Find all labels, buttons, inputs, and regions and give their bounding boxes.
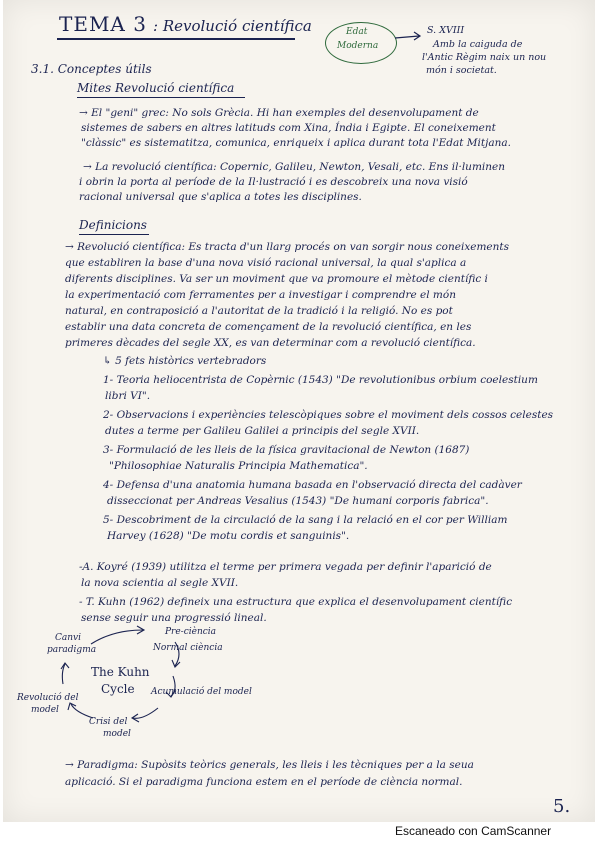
definicions-underline bbox=[79, 234, 149, 235]
canvi-label: Canvi bbox=[55, 633, 82, 643]
crisi-label: model bbox=[103, 729, 131, 739]
mites-line: racional universal que s'aplica a totes les disciplines. bbox=[79, 191, 362, 203]
definicio-line: que establiren la base d'una nova visió racional universal, la qual s'aplica a bbox=[65, 257, 467, 269]
kuhn-line: - T. Kuhn (1962) defineix una estructura que explica el desenvolupament científic bbox=[79, 596, 513, 608]
koyre-line: la nova scientia al segle XVII. bbox=[81, 577, 239, 589]
fets-line: Harvey (1628) "De motu cordis et sanguinis". bbox=[107, 530, 350, 542]
subsection-underline bbox=[77, 97, 245, 98]
fets-line: libri VI". bbox=[105, 390, 151, 402]
canvi-label: paradigma bbox=[47, 645, 97, 655]
kuhn-cycle-arrows bbox=[3, 620, 283, 750]
definicio-line: la experimentació com ferramentes per a investigar i comprendre el món bbox=[65, 289, 456, 301]
scanner-watermark: Escaneado con CamScanner bbox=[395, 824, 552, 838]
revolucio-label: Revolució del bbox=[17, 693, 79, 703]
subsection-heading: Mites Revolució científica bbox=[77, 81, 235, 95]
page-number: 5. bbox=[553, 796, 571, 817]
kuhn-cycle-title: Cycle bbox=[101, 682, 135, 696]
acumulacio-label: Acumulació del model bbox=[151, 687, 252, 697]
normal-ciencia-label: Normal ciència bbox=[153, 643, 223, 653]
mites-line: → El "geni" grec: No sols Grècia. Hi han exemples del desenvolupament de bbox=[79, 107, 479, 119]
definicio-line: → Revolució científica: Es tracta d'un llarg procés on van sorgir nous coneixements bbox=[65, 241, 509, 253]
fets-heading: ↳ 5 fets històrics vertebradors bbox=[103, 355, 267, 367]
arrow-icon bbox=[395, 30, 425, 42]
koyre-line: -A. Koyré (1939) utilitza el terme per primera vegada per definir l'aparició de bbox=[79, 561, 492, 573]
kuhn-cycle-title: The Kuhn bbox=[91, 665, 150, 679]
fets-line: 2- Observacions i experiències telescòpiques sobre el moviment dels cossos celestes bbox=[103, 409, 554, 421]
fets-line: 3- Formulació de les lleis de la física gravitacional de Newton (1687) bbox=[103, 444, 470, 456]
side-note-line-3: l'Antic Règim naix un nou bbox=[422, 52, 547, 63]
side-note-line-4: món i societat. bbox=[426, 65, 497, 76]
side-note-line-1: S. XVIII bbox=[427, 25, 465, 36]
definicions-heading: Definicions bbox=[79, 218, 147, 232]
notebook-page bbox=[3, 0, 595, 822]
definicio-line: primeres dècades del segle XX, es van determinar com a revolució científica. bbox=[65, 337, 476, 349]
fets-line: dutes a terme per Galileu Galilei a principis del segle XVII. bbox=[105, 425, 420, 437]
definicio-line: natural, en contraposició a l'autoritat de la tradició i la religió. No es pot bbox=[65, 305, 453, 317]
oval-line-1: Edat bbox=[346, 27, 368, 37]
oval-line-2: Moderna bbox=[337, 41, 379, 51]
revolucio-label: model bbox=[31, 705, 59, 715]
definicio-line: diferents disciplines. Va ser un moviment que va promoure el mètode científic i bbox=[65, 273, 488, 285]
fets-line: 4- Defensa d'una anatomia humana basada en l'observació directa del cadàver bbox=[103, 479, 522, 491]
fets-line: 5- Descobriment de la circulació de la sang i la relació en el cor per William bbox=[103, 514, 508, 526]
mites-line: sistemes de sabers en altres latituds com Xina, Índia i Egipte. El coneixement bbox=[81, 122, 496, 134]
crisi-label: Crisi del bbox=[89, 717, 128, 727]
fets-line: disseccionat per Andreas Vesalius (1543) "De humani corporis fabrica". bbox=[107, 495, 489, 507]
title-underline bbox=[57, 38, 295, 40]
paradigma-line: aplicació. Si el paradigma funciona estem en el període de ciència normal. bbox=[65, 776, 463, 788]
page-title: TEMA 3 bbox=[59, 12, 147, 36]
definicio-line: establir una data concreta de començament de la revolució científica, en les bbox=[65, 321, 472, 333]
side-note-line-2: Amb la caiguda de bbox=[433, 39, 523, 50]
fets-line: 1- Teoria heliocentrista de Copèrnic (1543) "De revolutionibus orbium coelestium bbox=[103, 374, 538, 386]
fets-line: "Philosophiae Naturalis Principia Mathematica". bbox=[109, 460, 368, 472]
mites-line: i obrin la porta al període de la Il·lustració i es descobreix una nova visió bbox=[79, 176, 468, 188]
mites-line: → La revolució científica: Copernic, Galileu, Newton, Vesali, etc. Ens il·luminen bbox=[83, 161, 505, 173]
section-heading: 3.1. Conceptes útils bbox=[31, 62, 152, 76]
kuhn-line: sense seguir una progressió lineal. bbox=[81, 612, 267, 624]
pre-ciencia-label: Pre-ciència bbox=[165, 627, 217, 637]
page-subtitle: : Revolució científica bbox=[153, 17, 312, 35]
mites-line: "clàssic" es sistematitza, comunica, enriqueix i aplica durant tota l'Edat Mitjana. bbox=[81, 137, 511, 149]
paradigma-line: → Paradigma: Supòsits teòrics generals, les lleis i les tècniques per a la seua bbox=[65, 759, 474, 771]
